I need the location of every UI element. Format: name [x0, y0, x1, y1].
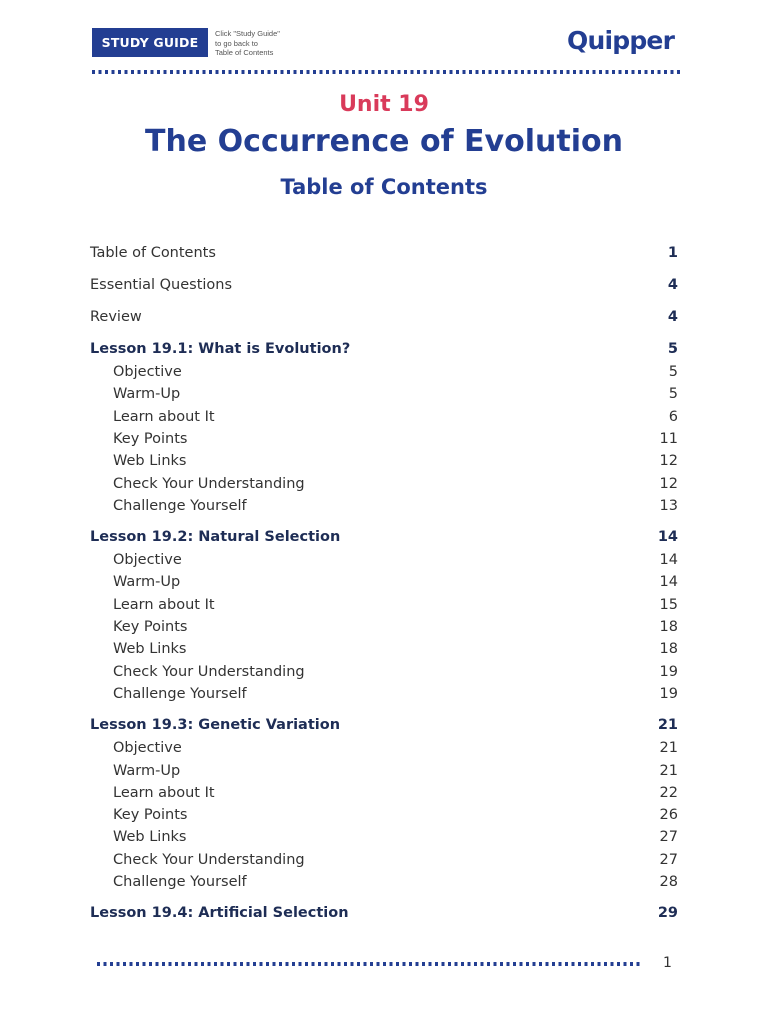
toc-entry[interactable]: [113, 572, 678, 592]
toc-entry[interactable]: [113, 429, 678, 449]
toc-entry-label: Check Your Understanding: [113, 664, 305, 680]
toc-entry-page: 21: [659, 740, 678, 756]
toc-entry-label: Check Your Understanding: [113, 852, 305, 868]
toc-entry[interactable]: [113, 872, 678, 892]
toc-entry[interactable]: [113, 827, 678, 847]
toc-entry-page: 6: [668, 409, 678, 425]
toc-entry[interactable]: [90, 275, 678, 295]
toc-entry-label: Challenge Yourself: [113, 874, 247, 890]
toc-entry-label: Lesson 19.2: Natural Selection: [90, 529, 341, 545]
toc-entry-page: 19: [659, 686, 678, 702]
toc-entry[interactable]: [113, 384, 678, 404]
toc-entry-label: Warm-Up: [113, 574, 181, 590]
quipper-logo: Quipper: [567, 26, 675, 55]
toc-entry[interactable]: [90, 243, 678, 263]
page-title: The Occurrence of Evolution: [145, 124, 623, 159]
toc-entry-page: 18: [659, 619, 678, 635]
toc-entry-label: Objective: [113, 364, 182, 380]
toc-entry[interactable]: [113, 407, 678, 427]
toc-entry-page: 15: [659, 597, 678, 613]
toc-entry-page: 19: [659, 664, 678, 680]
toc-entry-page: 5: [668, 364, 678, 380]
toc-entry-label: Learn about It: [113, 597, 215, 613]
header-divider: [92, 70, 680, 74]
toc-entry-label: Challenge Yourself: [113, 686, 247, 702]
toc-entry[interactable]: [113, 639, 678, 659]
toc-entry[interactable]: [113, 617, 678, 637]
toc-heading: Table of Contents: [280, 175, 488, 199]
toc-entry-page: 26: [659, 807, 678, 823]
toc-entry-label: Objective: [113, 552, 182, 568]
toc-entry-label: Warm-Up: [113, 386, 181, 402]
toc-entry[interactable]: [113, 474, 678, 494]
toc-entry[interactable]: [113, 738, 678, 758]
toc-entry-label: Key Points: [113, 619, 188, 635]
toc-entry-label: Review: [90, 309, 142, 325]
toc-entry-page: 4: [667, 309, 678, 325]
toc-entry-page: 21: [659, 763, 678, 779]
toc-entry-label: Challenge Yourself: [113, 498, 247, 514]
toc-entry-label: Learn about It: [113, 785, 215, 801]
toc-entry-label: Lesson 19.1: What is Evolution?: [90, 341, 351, 357]
toc-entry[interactable]: [113, 662, 678, 682]
toc-entry-page: 14: [659, 552, 678, 568]
toc-entry[interactable]: [113, 496, 678, 516]
toc-entry[interactable]: [113, 684, 678, 704]
toc-entry-page: 4: [667, 277, 678, 293]
toc-entry-label: Table of Contents: [90, 245, 216, 261]
toc-entry-label: Web Links: [113, 641, 187, 657]
toc-entry[interactable]: [113, 761, 678, 781]
toc-entry-label: Lesson 19.3: Genetic Variation: [90, 717, 341, 733]
toc-entry-label: Web Links: [113, 829, 187, 845]
hint-line: Table of Contents: [215, 48, 274, 57]
toc-entry-page: 5: [667, 341, 678, 357]
toc-entry-page: 1: [667, 245, 678, 261]
toc-entry-page: 27: [659, 829, 678, 845]
toc-entry-page: 13: [659, 498, 678, 514]
toc-entry[interactable]: [90, 903, 678, 923]
toc-entry-page: 18: [659, 641, 678, 657]
toc-entry-page: 21: [657, 717, 678, 733]
toc-entry-label: Learn about It: [113, 409, 215, 425]
unit-label: Unit 19: [339, 92, 429, 117]
toc-entry-label: Objective: [113, 740, 182, 756]
footer-divider: [97, 962, 642, 966]
hint-line: to go back to: [215, 38, 258, 48]
toc-entry-page: 11: [659, 431, 678, 447]
toc-entry-page: 29: [657, 905, 678, 921]
toc-entry[interactable]: [113, 805, 678, 825]
toc-entry-label: Essential Questions: [90, 277, 233, 293]
toc-entry[interactable]: [90, 307, 678, 327]
toc-entry-page: 27: [659, 852, 678, 868]
toc-entry-page: 28: [659, 874, 678, 890]
hint-line: Click "Study Guide": [215, 29, 280, 38]
toc-entry-page: 12: [659, 476, 678, 492]
toc-entry[interactable]: [113, 850, 678, 870]
toc-entry[interactable]: [90, 339, 678, 359]
toc-entry-page: 14: [659, 574, 678, 590]
toc-entry-label: Key Points: [113, 431, 188, 447]
toc-entry[interactable]: [113, 595, 678, 615]
page-number: 1: [663, 955, 672, 971]
toc-entry-page: 5: [668, 386, 678, 402]
toc-entry-label: Warm-Up: [113, 763, 181, 779]
toc-entry-page: 12: [659, 453, 678, 469]
toc-entry[interactable]: [90, 715, 678, 735]
toc-entry[interactable]: [113, 550, 678, 570]
toc-entry[interactable]: [113, 362, 678, 382]
study-guide-button[interactable]: STUDY GUIDE: [92, 28, 208, 57]
toc-entry[interactable]: [113, 783, 678, 803]
toc-entry[interactable]: [90, 527, 678, 547]
toc-entry-label: Check Your Understanding: [113, 476, 305, 492]
toc-entry-label: Web Links: [113, 453, 187, 469]
toc-entry-label: Key Points: [113, 807, 188, 823]
study-guide-hint: [215, 29, 280, 58]
toc-entry-label: Lesson 19.4: Artificial Selection: [90, 905, 349, 921]
toc-entry-page: 22: [659, 785, 678, 801]
toc-entry-page: 14: [657, 529, 678, 545]
toc-entry[interactable]: [113, 451, 678, 471]
